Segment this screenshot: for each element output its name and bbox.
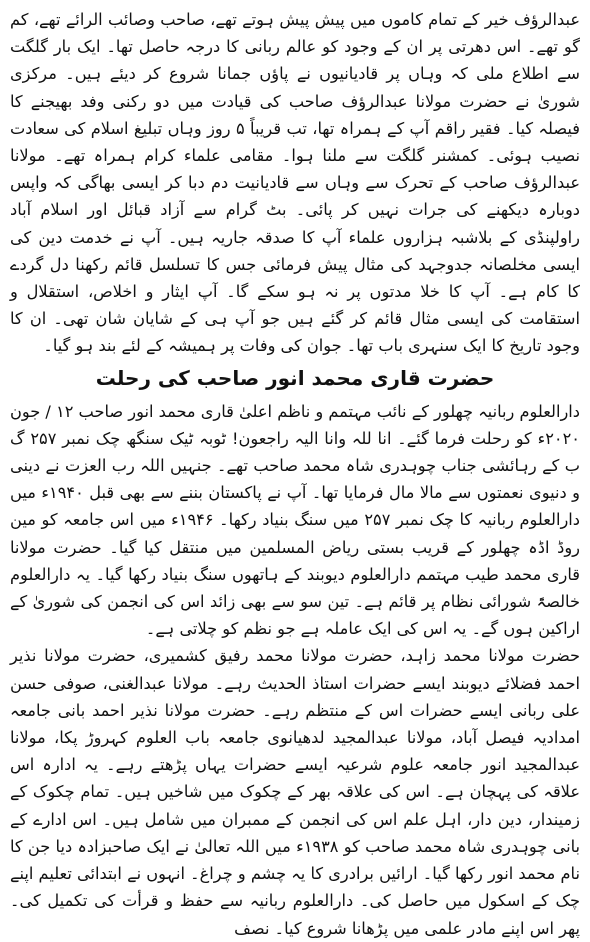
paragraph-teachers: حضرت مولانا محمد زاہد، حضرت مولانا محمد رفیق کشمیری، حضرت مولانا نذیر احمد فضلائے دیوبند ایسے حضرات استاذ الحدیث رہے۔ مولانا عبدالغنی، صوفی حسن علی ربانی ایسے حضرات اس کے منتظم رہے۔ حضرت مولانا نذیر احمد بانی جامعہ امدادیہ فیصل آباد، مولانا عبدالمجید لدھیانوی جامعہ باب العلوم کہروڑ پکا، مولانا عبدالمجید انور جامعہ علوم شرعیہ ایسے حضرات یہاں پڑھتے رہے۔ یہ ادارہ اس علاقہ کی پہچان ہے۔ اس کی علاقہ بھر کے چکوک میں شاخیں ہیں۔ تمام چکوک کے زمیندار، دین دار، اہل علم اس کی انجمن کے ممبران میں شامل ہیں۔ اس ادارے کے بانی چوہدری شاہ محمد صاحب کو ۱۹۳۸ء میں اللہ تعالیٰ نے ایک صاحبزادہ دیا جن کا نام محمد انور رکھا گیا۔ ارائیں برادری کا یہ چشم و چراغ۔ انہوں نے ابتدائی تعلیم اپنے چک کے اسکول میں حاصل کی۔ دارالعلوم ربانیہ سے حفظ و قرأت کی تکمیل کی۔ پھر اس اپنے مادر علمی میں پڑھانا شروع کیا۔ نصف [10, 646, 581, 938]
section-heading: حضرت قاری محمد انور صاحب کی رحلت [95, 365, 495, 390]
paragraph-qari-anwar: دارالعلوم ربانیہ چھلور کے نائب مہتمم و ناظم اعلیٰ قاری محمد انور صاحب ۱۲ / جون ۲۰۲۰ء کو رحلت فرما گئے۔ انا للہ وانا الیہ راجعون! ٹوبہ ٹیک سنگھ چک نمبر ۲۵۷ گ ب کے رہائشی جناب چوہدری شاہ محمد صاحب تھے۔ جنہیں اللہ رب العزت نے دینی و دنیوی نعمتوں سے مالا مال فرمایا تھا۔ آپ نے پاکستان بننے سے بھی قبل ۱۹۴۰ء میں دارالعلوم ربانیہ کا چک نمبر ۲۵۷ میں سنگ بنیاد رکھا۔ ۱۹۴۶ء میں اس جامعہ کو مین روڈ اڈہ چھلور کے قریب بستی ریاض المسلمین میں منتقل کیا گیا۔ حضرت مولانا قاری محمد طیب مہتمم دارالعلوم دیوبند کے ہاتھوں سنگ بنیاد رکھا گیا۔ یہ دارالعلوم خالصۃً شورائی نظام پر قائم ہے۔ تین سو سے بھی زائد اس کی انجمن کی شوریٰ کے اراکین ہوں گے۔ یہ اس کی ایک عاملہ ہے جو نظم کو چلاتی ہے۔ [10, 401, 580, 639]
paragraph-abdulrauf: عبدالرؤف خیر کے تمام کاموں میں پیش پیش ہوتے تھے، صاحب وصائب الرائے تھے، کم گو تھے۔ اس دھرتی پر ان کے وجود کو عالم ربانی کا درجہ حاصل تھا۔ ایک بار گلگت سے اطلاع ملی کہ وہاں پر قادیانیوں نے پاؤں جمانا شروع کر دیئے ہیں۔ مرکزی شوریٰ نے حضرت مولانا عبدالرؤف صاحب کی قیادت میں دو رکنی وفد بھیجنے کا فیصلہ کیا۔ فقیر راقم آپ کے ہمراہ تھا، تب قریباً ۵ روز وہاں تبلیغ اسلام کی سعادت نصیب ہوئی۔ کمشنر گلگت سے ملنا ہوا۔ مقامی علماء کرام ہمراہ تھے۔ مولانا عبدالرؤف صاحب کے تحرک سے وہاں سے قادیانیت دم دبا کر ایسی بھاگی کہ واپس دوبارہ دیکھنے کی جرات نہیں کر پائی۔ بٹ گرام سے آزاد قبائل اور اسلام آباد راولپنڈی کے بلاشبہ ہزاروں علماء آپ کا صدقہ جاریہ ہیں۔ آپ نے خدمت دین کی ایسی مخلصانہ جدوجہد کی مثال پیش فرمائی جس کا تسلسل قائم رکھنا دل گردے کا کام ہے۔ آپ کا خلا مدتوں پر نہ ہو سکے گا۔ آپ ایثار و اخلاص، استقلال و استقامت کی ایسی مثال قائم کر گئے ہیں جو آپ ہی کے شایان شان تھی۔ ان کا وجود تاریخ کا ایک سنہری باب تھا۔ جوان کی وفات پر ہمیشہ کے لئے بند ہو گیا۔ [10, 10, 580, 356]
